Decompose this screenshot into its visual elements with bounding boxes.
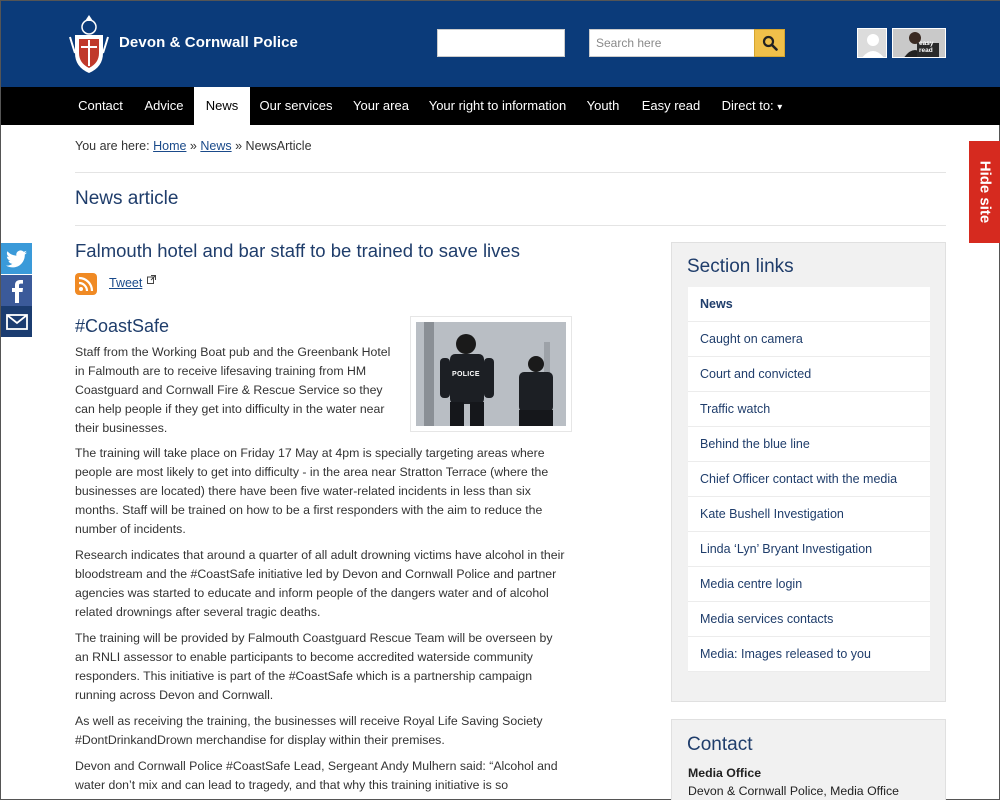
article-line: can help people if they get into difficulty in the water near xyxy=(75,402,385,416)
article-paragraph xyxy=(75,444,595,539)
article-paragraph xyxy=(75,343,405,438)
section-link-kate-bushell[interactable]: Kate Bushell Investigation xyxy=(688,497,930,532)
article-paragraph xyxy=(75,757,595,795)
article-line: their businesses. xyxy=(75,421,168,435)
section-links-list xyxy=(688,287,930,672)
section-link-linda-bryant[interactable]: Linda ‘Lyn’ Bryant Investigation xyxy=(688,532,930,567)
breadcrumb-home-link[interactable]: Home xyxy=(153,139,187,153)
site-brand[interactable]: Devon & Cornwall Police xyxy=(119,34,299,51)
article-line: agencies was started to educate and inform people of the dangers water and of alcohol xyxy=(75,586,549,600)
article-line: months. Staff will be trained on how to be a first responders with the aim to reduce the xyxy=(75,503,543,517)
article-line: The training will take place on Friday 17 May at 4pm is specially targeting areas where xyxy=(75,446,545,460)
contact-address: Devon & Cornwall Police, Media Office xyxy=(688,784,899,798)
article-line: As well as receiving the training, the businesses will receive Royal Life Saving Society xyxy=(75,714,543,728)
article-line: Research indicates that around a quarter of all adult drowning victims have alcohol in their xyxy=(75,548,565,562)
article-paragraph xyxy=(75,712,595,750)
section-link-caught-on-camera[interactable]: Caught on camera xyxy=(688,322,930,357)
email-icon xyxy=(6,314,28,330)
article-line: water don’t mix and can lead to tragedy, and that why this training initiative is so xyxy=(75,778,509,792)
nav-advice[interactable]: Advice xyxy=(144,98,184,113)
nav-your-area[interactable]: Your area xyxy=(353,98,409,113)
article-line: Devon and Cornwall Police #CoastSafe Lead, Sergeant Andy Mulhern said: “Alcohol and xyxy=(75,759,558,773)
nav-right-to-information[interactable]: Your right to information xyxy=(428,98,567,113)
article-line: responders. This initiative is part of the #CoastSafe which is a partnership campaign xyxy=(75,669,533,683)
article-line: number of incidents. xyxy=(75,522,186,536)
section-link-behind-the-blue-line[interactable]: Behind the blue line xyxy=(688,427,930,462)
breadcrumb-separator: » xyxy=(235,139,243,153)
search-input[interactable] xyxy=(589,29,755,57)
article-line: in Falmouth are to receive lifesaving training from HM xyxy=(75,364,367,378)
chevron-down-icon: ▾ xyxy=(777,102,783,113)
blank-field[interactable] xyxy=(437,29,565,57)
breadcrumb-news-link[interactable]: News xyxy=(200,139,232,153)
search-button[interactable] xyxy=(754,29,785,57)
article-photo-image xyxy=(416,322,566,426)
article-paragraph xyxy=(75,546,595,622)
nav-youth[interactable]: Youth xyxy=(586,98,620,113)
article-line: Coastguard and Cornwall Fire & Rescue Service so they xyxy=(75,383,383,397)
article-headline: Falmouth hotel and bar staff to be trained to save lives xyxy=(75,240,520,261)
article-paragraph xyxy=(75,629,595,705)
hide-site-label: Hide site xyxy=(976,160,993,224)
breadcrumb xyxy=(75,139,312,153)
facebook-icon xyxy=(10,279,24,303)
twitter-icon xyxy=(6,250,28,268)
article-line: related drownings after several tragic deaths. xyxy=(75,605,321,619)
site-header xyxy=(1,1,1000,87)
hide-site-button[interactable] xyxy=(969,141,1000,243)
divider xyxy=(75,225,946,226)
section-link-chief-officer-contact[interactable]: Chief Officer contact with the media xyxy=(688,462,930,497)
section-links-panel xyxy=(671,242,946,702)
article-hashtag-heading: #CoastSafe xyxy=(75,316,170,336)
contact-title: Contact xyxy=(687,734,753,755)
easy-read-label: easy read xyxy=(919,40,934,54)
external-link-icon xyxy=(147,275,156,284)
nav-easy-read[interactable]: Easy read xyxy=(641,98,701,113)
user-icon xyxy=(858,29,887,58)
section-link-media-images[interactable]: Media: Images released to you xyxy=(688,637,930,672)
divider xyxy=(75,172,946,173)
police-officers-image xyxy=(416,322,566,426)
section-link-media-centre-login[interactable]: Media centre login xyxy=(688,567,930,602)
contact-subtitle: Media Office xyxy=(688,766,762,780)
article-photo[interactable] xyxy=(410,316,572,432)
contact-panel xyxy=(671,719,946,800)
article-line: Staff from the Working Boat pub and the Greenbank Hotel xyxy=(75,345,391,359)
section-links-title: Section links xyxy=(687,256,794,277)
rss-feed-button[interactable] xyxy=(75,273,97,295)
police-crest-logo[interactable] xyxy=(67,13,111,75)
accessibility-avatar-button[interactable] xyxy=(857,28,887,58)
facebook-share-button[interactable] xyxy=(1,275,32,306)
email-share-button[interactable] xyxy=(1,306,32,337)
section-link-media-services-contacts[interactable]: Media services contacts xyxy=(688,602,930,637)
section-link-court-and-convicted[interactable]: Court and convicted xyxy=(688,357,930,392)
breadcrumb-prefix: You are here: xyxy=(75,139,150,153)
breadcrumb-separator: » xyxy=(189,139,197,153)
section-link-news[interactable]: News xyxy=(688,287,930,322)
search-icon xyxy=(762,35,778,51)
main-nav xyxy=(1,87,1000,125)
nav-our-services[interactable]: Our services xyxy=(259,98,333,113)
article-line: The training will be provided by Falmouth Coastguard Rescue Team will be overseen by xyxy=(75,631,553,645)
nav-news[interactable]: News xyxy=(194,87,250,125)
rss-icon xyxy=(75,273,97,295)
nav-direct-to-label: Direct to: xyxy=(721,98,774,113)
nav-contact[interactable]: Contact xyxy=(78,98,123,113)
page-title: News article xyxy=(75,188,179,209)
article-line: businesses are located) there have been five water-related incidents in less than six xyxy=(75,484,531,498)
article-line: an RNLI assessor to enable participants to become accredited waterside community xyxy=(75,650,533,664)
easy-read-button[interactable] xyxy=(892,28,946,58)
breadcrumb-current: NewsArticle xyxy=(245,139,312,153)
article-line: running across Devon and Cornwall. xyxy=(75,688,274,702)
article-line: people are most likely to get into difficulty - in the area near Stratton Terrace (where the xyxy=(75,465,549,479)
section-link-traffic-watch[interactable]: Traffic watch xyxy=(688,392,930,427)
twitter-share-button[interactable] xyxy=(1,243,32,274)
article-line: bloodstream and the #CoastSafe initiative led by Devon and Cornwall Police and partner xyxy=(75,567,557,581)
nav-direct-to-dropdown[interactable] xyxy=(711,87,793,125)
article-line: #DontDrinkandDrown merchandise for display within their premises. xyxy=(75,733,445,747)
tweet-link[interactable]: Tweet xyxy=(109,276,143,290)
police-badge-text: POLICE xyxy=(452,371,480,378)
